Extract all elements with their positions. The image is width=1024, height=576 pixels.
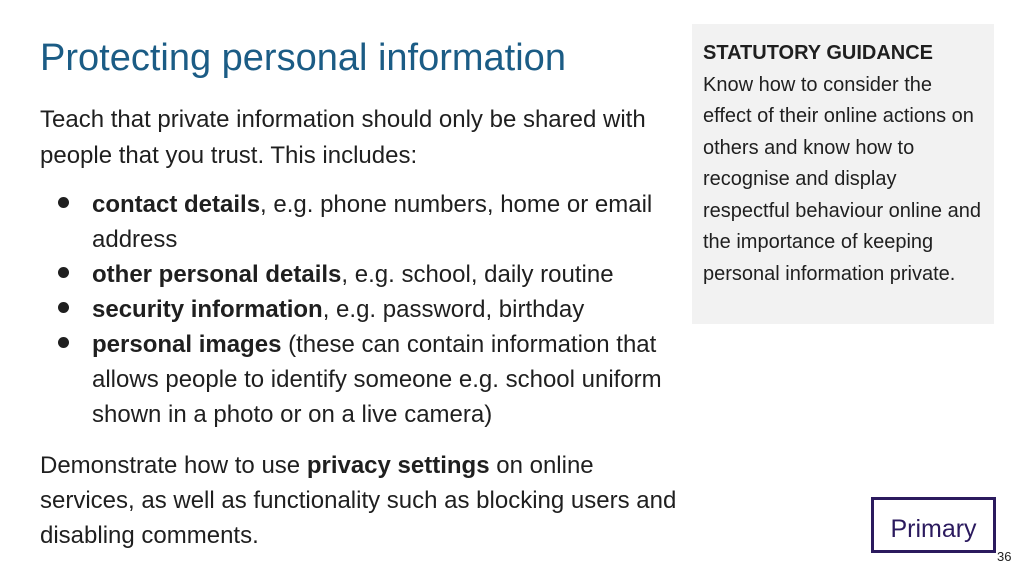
list-item-term: other personal details [92, 261, 342, 288]
statutory-guidance-panel [692, 24, 994, 324]
guidance-heading: STATUTORY GUIDANCE [703, 42, 934, 64]
list-item-text: , e.g. school, daily routine [341, 261, 614, 288]
page-title: Protecting personal information [40, 37, 566, 79]
primary-badge [871, 497, 996, 553]
list-item [40, 327, 680, 432]
closing-text-end: on online services, as well as functionality such as blocking users and disabling comments. [40, 452, 677, 549]
intro-paragraph: Teach that private information should only be shared with people that you trust. This includes: [40, 106, 646, 169]
list-item [40, 257, 680, 292]
bullet-icon [58, 267, 69, 278]
list-item-text: , e.g. password, birthday [322, 296, 585, 323]
list-item [40, 187, 680, 257]
badge-label: Primary [890, 515, 977, 543]
page-number: 36 [997, 549, 1012, 564]
list-item [40, 292, 680, 327]
list-item-text: , e.g. phone numbers, home or email address [92, 191, 653, 253]
bullet-icon [58, 302, 69, 313]
closing-paragraph [40, 448, 690, 553]
list-item-term: personal images [92, 331, 282, 358]
bullet-icon [58, 337, 69, 348]
info-types-list [40, 187, 680, 432]
closing-text-start: Demonstrate how to use [40, 452, 307, 479]
guidance-text: Know how to consider the effect of their online actions on others and know how to recognise and display respectful behaviour online and the importance of keeping personal information private. [703, 73, 981, 285]
list-item-term: security information [92, 296, 323, 323]
bullet-icon [58, 197, 69, 208]
list-item-text: (these can contain information that allows people to identify someone e.g. school uniform shown in a photo or on a live camera) [92, 331, 662, 428]
closing-term: privacy settings [306, 452, 490, 479]
list-item-term: contact details [92, 191, 261, 218]
